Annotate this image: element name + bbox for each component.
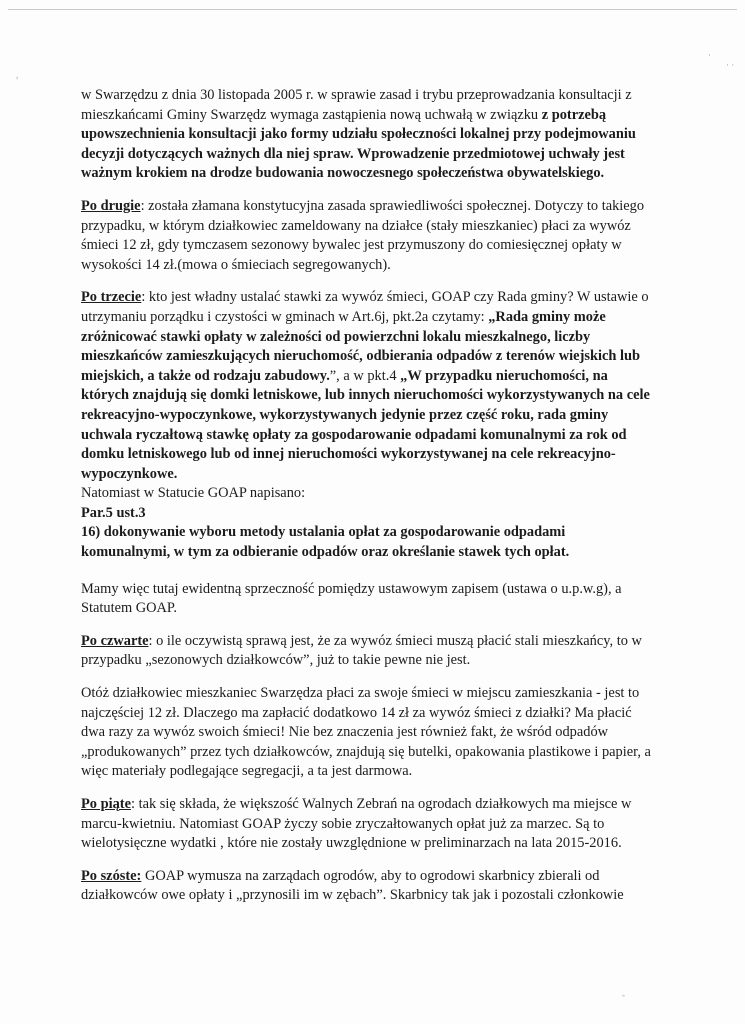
scan-speck: - bbox=[622, 990, 625, 1000]
page-top-edge bbox=[8, 9, 737, 10]
scan-speck: , bbox=[16, 70, 19, 80]
paragraph-bold-text: z potrzebą upowszechnienia konsultacji jako formy udziału społeczności lokalnej przy podejmowaniu decyzji dotyczących ważnych dla niej spraw. Wprowadzenie przedmiotowej uchwały jest ważnym krokiem na drodze budowania nowoczesnego społeczeństwa obywatelskiego. bbox=[81, 106, 636, 182]
paragraph-text: GOAP wymusza na zarządach ogrodów, aby to ogrodowi skarbnicy zbierali od działkowców owe opłaty i „przynosili im w zębach”. Skarbnicy tak jak i pozostali członkowie bbox=[81, 867, 624, 904]
paragraph-fourth bbox=[81, 632, 656, 671]
statute-paragraph-ref: Par.5 ust.3 bbox=[81, 504, 146, 521]
law-quote-2: „W przypadku nieruchomości, na których znajdują się domki letniskowe, lub innych nieruchomości wykorzystywanych na cele rekreacyjno-wypoczynkowe, wykorzystywanych jedynie przez część roku, rada gminy uchwala ryczałtową stawkę opłaty za gospodarowanie odpadami komunalnymi za rok od domku letniskowego lub od innej nieruchomości wykorzystywanej na cele rekreacyjno-wypoczynkowe. bbox=[81, 367, 650, 482]
paragraph-text: w Swarzędzu z dnia 30 listopada 2005 r. w sprawie zasad i trybu przeprowadzania konsultacji z mieszkańcami Gminy Swarzędz wymaga zastąpienia nową uchwałą w związku bbox=[81, 87, 632, 123]
point-heading: Po drugie bbox=[81, 197, 141, 214]
scan-speck: · bbox=[708, 50, 711, 60]
paragraph-contradiction: Mamy więc tutaj ewidentną sprzeczność pomiędzy ustawowym zapisem (ustawa o u.p.w.g), a Statutem GOAP. bbox=[81, 580, 622, 617]
point-heading: Po piąte bbox=[81, 796, 131, 812]
paragraph-second bbox=[81, 197, 656, 275]
point-heading: Po czwarte bbox=[81, 632, 149, 649]
point-heading: Po trzecie bbox=[81, 289, 142, 306]
statute-quote: 16) dokonywanie wyboru metody ustalania opłat za gospodarowanie odpadami komunalnymi, w tym za odbieranie odpadów oraz określanie stawek tych opłat. bbox=[81, 524, 570, 561]
paragraph-third bbox=[81, 288, 656, 484]
paragraph-sixth bbox=[81, 867, 656, 906]
law-quote-1: „Rada gminy może zróżnicować stawki opłaty w zależności od powierzchni lokalu mieszkalnego, liczby mieszkańców zamieszkujących nieruchomość, odbierania odpadów z terenów wiejskich lub miejskich, a także od rodzaju zabudowy. bbox=[81, 308, 640, 384]
paragraph-text: : o ile oczywistą sprawą jest, że za wywóz śmieci muszą płacić stali mieszkańcy, to w przypadku „sezonowych działkowców”, już to takie pewne nie jest. bbox=[81, 632, 642, 669]
paragraph-intro bbox=[81, 86, 656, 184]
scan-speck: · · bbox=[726, 60, 735, 70]
letter-body bbox=[81, 86, 656, 919]
statute-intro-line: Natomiast w Statucie GOAP napisano: bbox=[81, 485, 306, 502]
point-heading: Po szóste: bbox=[81, 867, 142, 884]
paragraph-resident-fee: Otóż działkowiec mieszkaniec Swarzędza płaci za swoje śmieci w miejscu zamieszkania - jest to najczęściej 12 zł. Dlaczego ma zapłacić dodatkowo 14 zł za wywóz śmieci z działki? Ma płacić dwa razy za wywóz swoich śmieci! Nie bez znaczenia jest również fakt, że wśród odpadów „produkowanych” przez tych działkowców, znajdują się butelki, opakowania plastikowe i papier, a więc materiały podlegające segregacji, a ta jest darmowa. bbox=[81, 685, 651, 780]
paragraph-text: : tak się składa, że większość Walnych Zebrań na ogrodach działkowych ma miejsce w marcu-kwietniu. Natomiast GOAP życzy sobie zryczałtowanych opłat już za marzec. Są to wielotysięczne wydatki , które nie zostały uwzględnione w preliminarzach na lata 2015-2016. bbox=[81, 796, 632, 852]
paragraph-text: : została złamana konstytucyjna zasada sprawiedliwości społecznej. Dotyczy to takiego przypadku, w którym działkowiec zameldowany na działce (stały mieszkaniec) płaci za wywóz śmieci 12 zł, gdy tymczasem sezonowy bywalec jest przymuszony do comiesięcznej opłaty w wysokości 14 zł.(mowa o śmieciach segregowanych). bbox=[81, 197, 645, 273]
paragraph-text: ”, a w pkt.4 bbox=[329, 367, 401, 384]
paragraph-text: : kto jest władny ustalać stawki za wywóz śmieci, GOAP czy Rada gminy? W ustawie o utrzymaniu porządku i czystości w gminach w Art.6j, pkt.2a czytamy: bbox=[81, 289, 649, 325]
paragraph-fifth bbox=[81, 795, 656, 854]
